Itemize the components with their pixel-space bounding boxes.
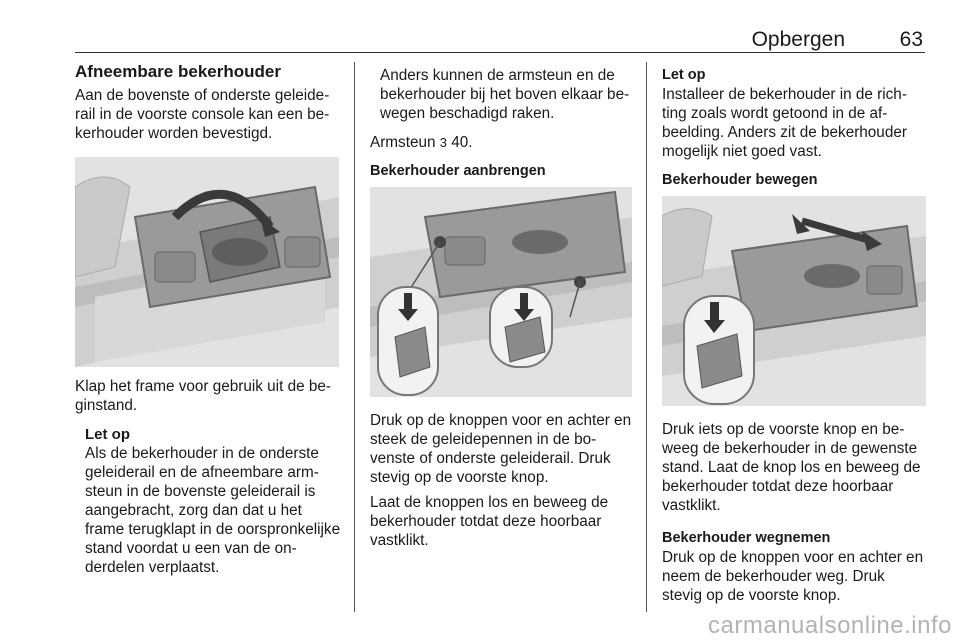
reference-text: Armsteun [370,134,436,151]
subheading-install: Bekerhouder aanbrengen [370,163,546,179]
subheading-remove: Bekerhouder wegnemen [662,530,831,546]
figure-cupholder-unfold [75,157,339,367]
note-continuation: Anders kunnen de armsteun en de bekerhouder bij het boven elkaar bewegen beschadigd raken. [380,67,630,122]
figure-cupholder-move [662,196,926,406]
column-3 [662,66,926,605]
page-header [75,28,925,53]
watermark: carmanualsonline.info [708,612,952,639]
subheading-move: Bekerhouder bewegen [662,172,818,188]
remove-paragraph: Druk op de knoppen voor en achter en neem de bekerhouder weg. Druk stevig op de voorste knop. [662,549,924,604]
page-number: 63 [899,28,923,51]
figure-caption-paragraph: Klap het frame voor gebruik uit de beginstand. [75,378,331,414]
reference-page: 40. [451,134,473,151]
cross-reference [370,133,632,152]
column-divider [646,62,647,612]
note-text: Als de bekerhouder in de onderste geleiderail en de afneembare armsteun in de bovenste geleiderail is aangebracht, zorg dan dat u het frame terugklapt in de oorspronkelijke stand voordat u een van de onderdelen verplaatst. [85,445,341,576]
figure-cupholder-install [370,187,632,397]
column-divider [354,62,355,612]
section-title: Opbergen [751,28,845,51]
move-paragraph: Druk iets op de voorste knop en beweeg de bekerhouder in de gewenste stand. Laat de knop los en beweeg de bekerhouder totdat deze hoorbaar vastklikt. [662,421,921,514]
note-title: Let op [85,426,130,443]
note-title: Let op [662,67,706,83]
section-heading: Afneembare bekerhouder [75,62,281,81]
note-block [75,425,343,577]
page-reference-icon: 3 [439,135,447,150]
intro-paragraph: Aan de bovenste of onderste geleiderail in de voorste console kan een bekerhouder worden bevestigd. [75,87,330,142]
column-2 [370,66,632,550]
column-1 [75,62,343,577]
install-paragraph-2: Laat de knoppen los en beweeg de bekerhouder totdat deze hoorbaar vastklikt. [370,494,609,549]
note-block [662,66,926,161]
note-text: Installeer de bekerhouder in de richting zoals wordt getoond in de afbeelding. Anders zit de bekerhouder mogelijk niet goed vast. [662,86,907,160]
install-paragraph-1: Druk op de knoppen voor en achter en steek de geleidepennen in de bovenste of onderste geleiderail. Druk stevig op de voorste knop. [370,412,632,486]
